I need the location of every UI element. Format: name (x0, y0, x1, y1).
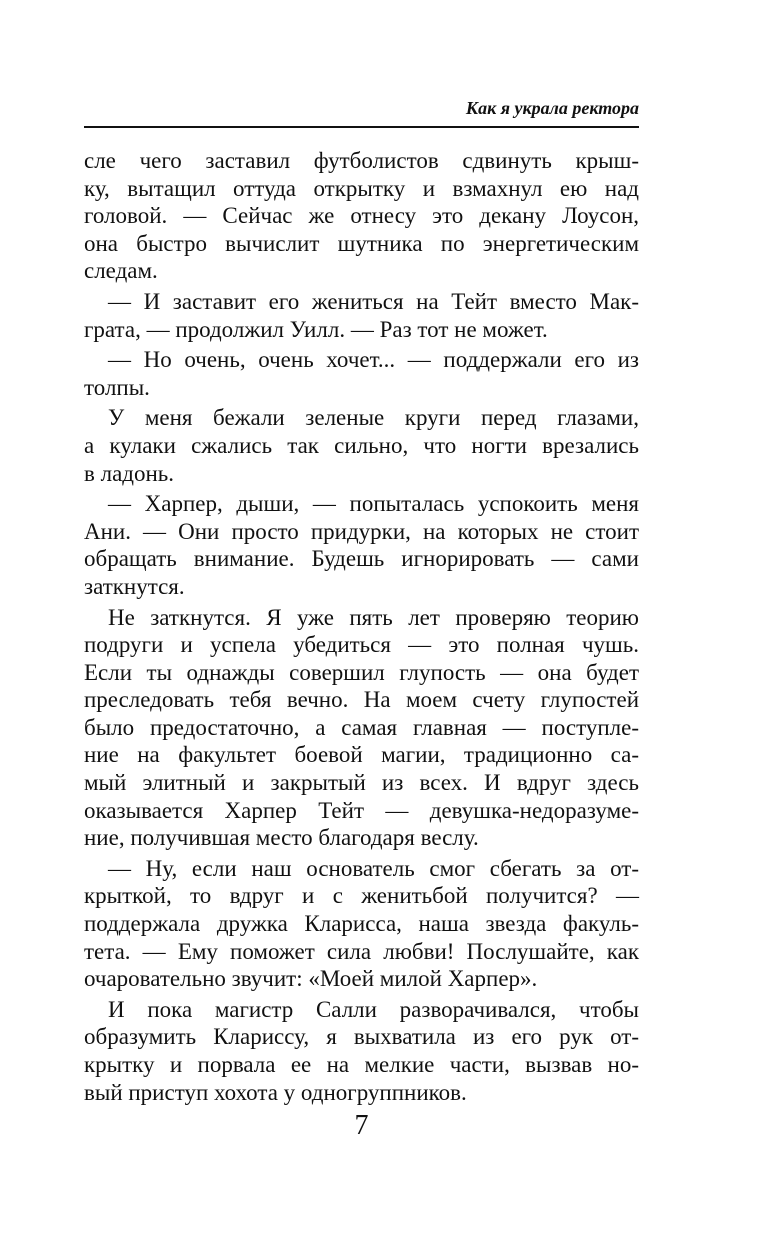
paragraph (84, 996, 639, 1106)
text-line: подруги и успела убедиться — это полная чушь. (84, 632, 639, 658)
paragraph (84, 855, 639, 993)
paragraph (84, 604, 639, 852)
text-line: ку, вытащил оттуда открытку и взмахнул ею над (84, 175, 639, 201)
paragraph (84, 346, 639, 401)
text-line: обращать внимание. Будешь игнорировать — сами (84, 546, 639, 572)
body-text (84, 147, 639, 1109)
page-number: 7 (354, 1110, 369, 1141)
paragraph (84, 404, 639, 487)
text-line: — Но очень, очень хочет... — поддержали его из (108, 347, 639, 373)
text-line: У меня бежали зеленые круги перед глазами, (108, 405, 639, 431)
text-line: поддержала дружка Кларисса, наша звезда факуль- (84, 911, 639, 937)
text-line: оказывается Харпер Тейт — девушка-недоразуме- (84, 797, 639, 823)
text-line: вый приступ хохота у одногруппников. (84, 1079, 467, 1105)
text-line: заткнутся. (84, 573, 185, 599)
text-line: а кулаки сжались так сильно, что ногти врезались (84, 432, 639, 458)
text-line: Если ты однажды совершил глупость — она будет (84, 659, 639, 685)
text-line: крыткой, то вдруг и с женитьбой получится? — (84, 883, 639, 909)
text-line: следам. (84, 258, 158, 284)
text-line: — Харпер, дыши, — попыталась успокоить меня (108, 491, 639, 517)
text-line: ние, получившая место благодаря веслу. (84, 825, 479, 851)
text-line: толпы. (84, 374, 150, 400)
running-head: Как я украла ректора (465, 98, 639, 118)
text-line: грата, — продолжил Уилл. — Раз тот не может. (84, 316, 548, 342)
text-line: Ани. — Они просто придурки, на которых не стоит (84, 518, 639, 544)
text-line: — И заставит его жениться на Тейт вместо Мак- (108, 288, 639, 314)
text-line: было предостаточно, а самая главная — поступле- (84, 714, 639, 740)
text-line: тета. — Ему поможет сила любви! Послушайте, как (84, 938, 639, 964)
text-line: она быстро вычислит шутника по энергетическим (84, 230, 639, 256)
text-line: в ладонь. (84, 460, 175, 486)
text-line: мый элитный и закрытый из всех. И вдруг здесь (84, 770, 639, 796)
text-line: ние на факультет боевой магии, традиционно са- (84, 742, 639, 768)
text-line: Не заткнутся. Я уже пять лет проверяю теорию (108, 604, 639, 630)
text-line: головой. — Сейчас же отнесу это декану Лоусон, (84, 203, 639, 229)
paragraph (84, 490, 639, 600)
text-line: сле чего заставил футболистов сдвинуть крыш- (84, 148, 639, 173)
text-line: крытку и порвала ее на мелкие части, вызвав но- (84, 1052, 639, 1077)
text-line: очаровательно звучит: «Моей милой Харпер». (84, 966, 538, 992)
text-line: образумить Клариссу, я выхватила из его рук от- (84, 1024, 639, 1050)
text-line: преследовать тебя вечно. На моем счету глупостей (84, 687, 639, 713)
text-line: — Ну, если наш основатель смог сбегать за от- (108, 855, 639, 881)
paragraph (84, 147, 639, 285)
paragraph (84, 288, 639, 343)
header-rule (84, 126, 639, 128)
text-line: И пока магистр Салли разворачивался, чтобы (108, 996, 639, 1022)
